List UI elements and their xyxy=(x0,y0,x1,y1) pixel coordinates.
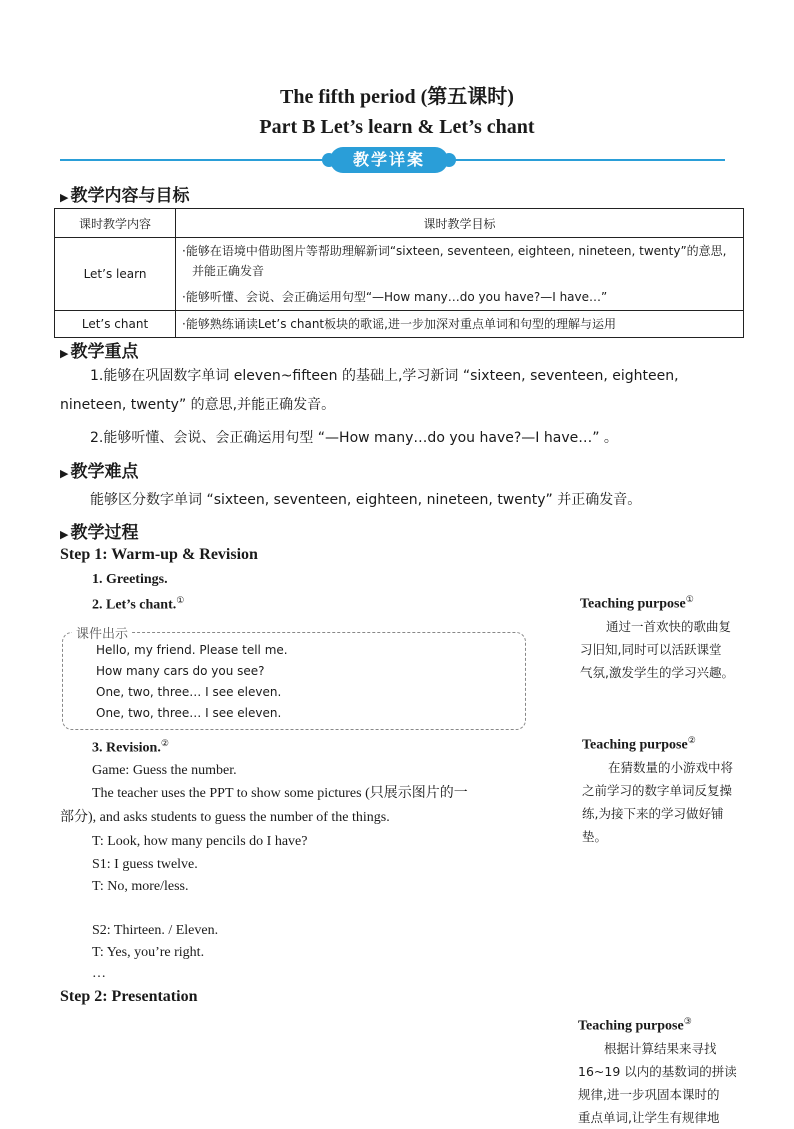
dialog-line: T: Yes, you’re right. xyxy=(92,945,205,960)
teaching-purpose-1: Teaching purpose① 通过一首欢快的歌曲复 习旧知,同时可以活跃课堂 气氛,激发学生的学习兴趣。 xyxy=(580,594,734,680)
table-cell-content: Let’s chant xyxy=(55,311,176,338)
dialog-line: S1: I guess twelve. xyxy=(92,857,198,872)
banner-line-left xyxy=(60,159,325,161)
step1-title: Step 1: Warm-up & Revision xyxy=(60,546,258,563)
step1-item-chant: 2. Let’s chant.① xyxy=(92,595,185,613)
table-cell-goals: ·能够熟练诵读Let’s chant板块的歌谣,进一步加深对重点单词和句型的理解与运用 xyxy=(176,311,744,338)
courseware-label: 课件出示 xyxy=(72,623,132,642)
table-header-goals: 课时教学目标 xyxy=(176,209,744,238)
banner-label: 教学详案 xyxy=(330,147,448,173)
chant-line: Hello, my friend. Please tell me. xyxy=(96,643,288,657)
teaching-purpose-3: Teaching purpose③ 根据计算结果来寻找 16~19 以内的基数词的拼读 规律,进一步巩固本课时的 重点单词,让学生有规律地 xyxy=(578,1016,737,1125)
banner-line-right xyxy=(453,159,725,161)
step1-item-revision: 3. Revision.② xyxy=(92,738,169,756)
step1-item-greetings: 1. Greetings. xyxy=(92,572,168,587)
revision-desc-line1: The teacher uses the PPT to show some pictures (只展示图片的一 xyxy=(92,786,468,801)
key-point-1-line1: 1.能够在巩固数字单词 eleven~fifteen 的基础上,学习新词 “sixteen, seventeen, eighteen, xyxy=(90,368,679,384)
chant-line: One, two, three… I see eleven. xyxy=(96,706,282,720)
dialog-line: S2: Thirteen. / Eleven. xyxy=(92,923,219,938)
triangle-bullet-icon: ▶ xyxy=(60,467,69,480)
table-header-content: 课时教学内容 xyxy=(55,209,176,238)
table-row xyxy=(55,311,744,338)
teaching-purpose-2: Teaching purpose② 在猜数量的小游戏中将 之前学习的数字单词反复操 练,为接下来的学习做好铺 垫。 xyxy=(582,735,734,844)
step2-title: Step 2: Presentation xyxy=(60,988,198,1005)
triangle-bullet-icon: ▶ xyxy=(60,191,69,204)
table-row xyxy=(55,238,744,311)
triangle-bullet-icon: ▶ xyxy=(60,347,69,360)
goals-table xyxy=(54,208,744,338)
dialog-line: T: No, more/less. xyxy=(92,879,189,894)
difficulty-text: 能够区分数字单词 “sixteen, seventeen, eighteen, nineteen, twenty” 并正确发音。 xyxy=(90,492,642,508)
table-cell-goals: ·能够在语境中借助图片等帮助理解新词“sixteen, seventeen, eighteen, nineteen, twenty”的意思, 并能正确发音 ·能够听懂、会说、会正确运用句型“—How many…do you have?—I have…” xyxy=(176,238,744,311)
revision-desc-line2: 部分), and asks students to guess the number of the things. xyxy=(60,810,390,825)
footnote-marker: ② xyxy=(160,738,169,748)
footnote-marker: ① xyxy=(176,595,185,605)
dialog-line: … xyxy=(92,966,106,981)
page-title: The fifth period (第五课时) xyxy=(280,86,514,108)
key-point-2: 2.能够听懂、会说、会正确运用句型 “—How many…do you have?—I have…” 。 xyxy=(90,430,618,446)
dialog-line: T: Look, how many pencils do I have? xyxy=(92,834,308,849)
section-heading-process: ▶ 教学过程 xyxy=(60,523,139,543)
table-header-row xyxy=(55,209,744,238)
key-point-1-line2: nineteen, twenty” 的意思,并能正确发音。 xyxy=(60,397,336,413)
table-cell-content: Let’s learn xyxy=(55,238,176,311)
chant-line: One, two, three… I see eleven. xyxy=(96,685,282,699)
section-heading-key-points: ▶ 教学重点 xyxy=(60,342,139,362)
section-heading-goals: ▶ 教学内容与目标 xyxy=(60,186,190,206)
page-subtitle: Part B Let’s learn & Let’s chant xyxy=(259,116,535,138)
section-heading-difficulties: ▶ 教学难点 xyxy=(60,462,139,482)
triangle-bullet-icon: ▶ xyxy=(60,528,69,541)
chant-line: How many cars do you see? xyxy=(96,664,265,678)
game-title: Game: Guess the number. xyxy=(92,763,237,778)
